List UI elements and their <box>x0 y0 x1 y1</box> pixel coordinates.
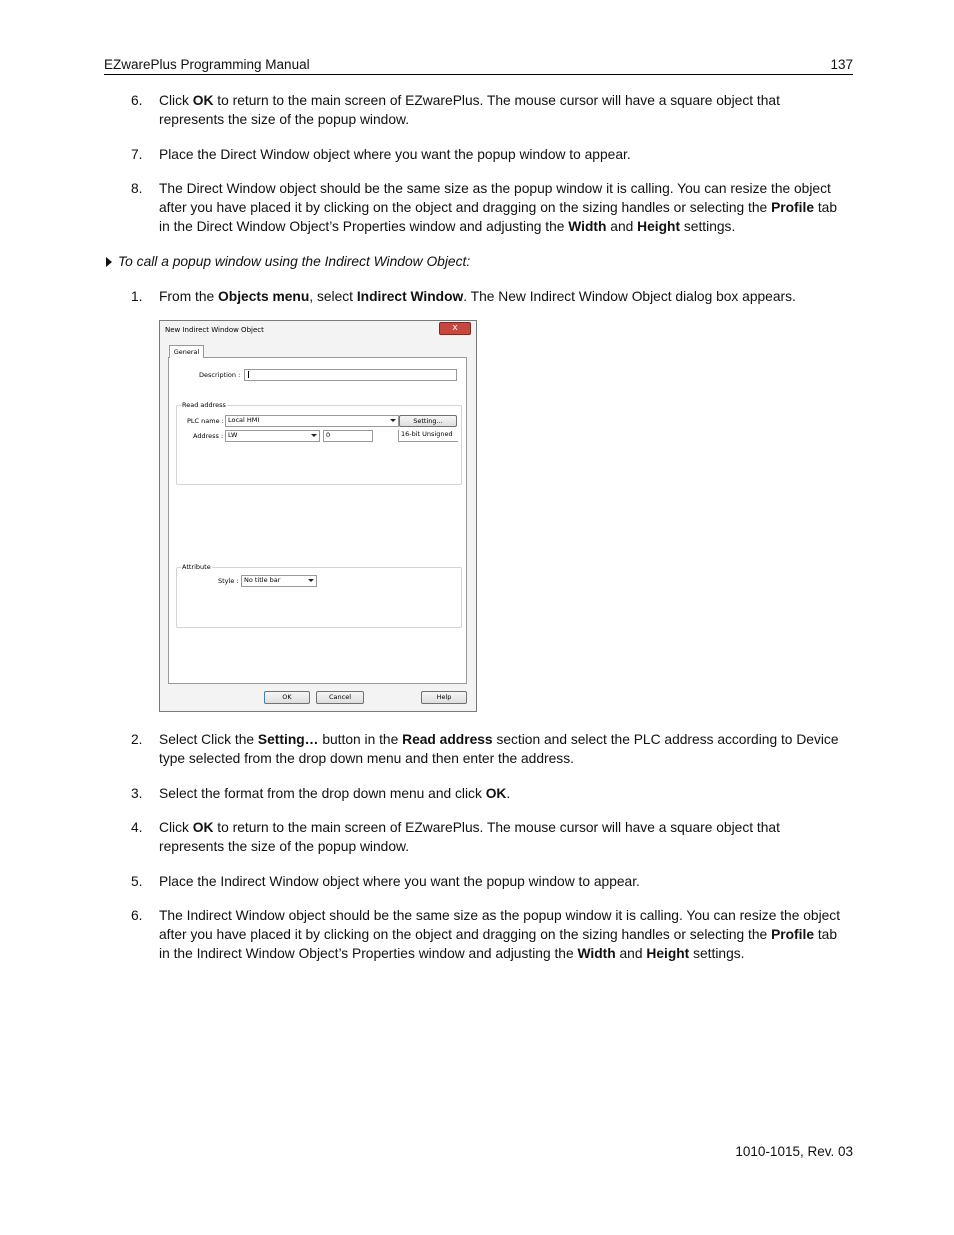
step-bottom-6 <box>131 906 846 963</box>
chevron-down-icon <box>390 419 396 422</box>
attribute-group <box>176 563 462 628</box>
step-text: The Direct Window object should be the same size as the popup window it is calling. You can resize the object after you have placed it by clicking on the object and dragging on the sizing handles or selecting the Profile tab in the Direct Window Object’s Properties window and adjusting the Width and Height settings. <box>159 181 838 234</box>
step-number: 7. <box>131 147 143 162</box>
step-top-8 <box>131 179 846 236</box>
subheading <box>106 252 470 271</box>
format-field[interactable]: 16-bit Unsigned <box>398 430 458 442</box>
step-text: Place the Indirect Window object where you want the popup window to appear. <box>159 874 640 889</box>
step-top-6 <box>131 91 846 129</box>
page-number: 137 <box>830 57 853 72</box>
page-header <box>104 57 853 75</box>
step-number: 3. <box>131 786 143 801</box>
read-address-group <box>176 401 462 485</box>
cancel-button[interactable]: Cancel <box>316 691 364 704</box>
tab-general[interactable]: General <box>169 345 204 358</box>
manual-title: EZwarePlus Programming Manual <box>104 57 310 72</box>
step-bottom-4 <box>131 818 846 856</box>
description-label: Description : <box>199 371 241 379</box>
read-address-label: Read address <box>182 401 226 409</box>
step-number: 1. <box>131 289 143 304</box>
step-top-7 <box>131 145 846 164</box>
step-bottom-3 <box>131 784 846 803</box>
text-cursor <box>248 371 249 378</box>
dialog-titlebar <box>160 321 476 339</box>
new-indirect-window-dialog <box>159 320 477 712</box>
style-label: Style : <box>218 577 239 585</box>
document-revision: 1010-1015, Rev. 03 <box>735 1144 853 1159</box>
attribute-label: Attribute <box>182 563 211 571</box>
step-text: The Indirect Window object should be the same size as the popup window it is calling. You can resize the object after you have placed it by clicking on the object and dragging on the sizing handles or selecting the Profile tab in the Indirect Window Object’s Properties window and adjusting the Width and Height settings. <box>159 908 841 961</box>
dialog-title: New Indirect Window Object <box>165 326 264 334</box>
step-bottom-5 <box>131 872 846 891</box>
address-type-select[interactable]: LW <box>225 430 320 442</box>
setting-button[interactable]: Setting... <box>399 415 457 427</box>
plc-name-select[interactable]: Local HMI <box>225 415 399 427</box>
description-input[interactable] <box>244 369 457 381</box>
plc-name-label: PLC name : <box>187 417 224 425</box>
step-text: Place the Direct Window object where you want the popup window to appear. <box>159 147 631 162</box>
step-text: Click OK to return to the main screen of EZwarePlus. The mouse cursor will have a square object that represents the size of the popup window. <box>159 93 780 127</box>
step-text: Select Click the Setting… button in the Read address section and select the PLC address according to Device type selected from the drop down menu and then enter the address. <box>159 732 839 766</box>
style-select[interactable]: No title bar <box>241 575 317 587</box>
step-number: 6. <box>131 908 143 923</box>
ok-button[interactable]: OK <box>264 691 310 704</box>
step-bottom-2 <box>131 730 846 768</box>
subheading-text: To call a popup window using the Indirect Window Object: <box>118 254 471 269</box>
close-icon[interactable]: x <box>439 322 471 335</box>
step-number: 4. <box>131 820 143 835</box>
step-number: 5. <box>131 874 143 889</box>
step-number: 2. <box>131 732 143 747</box>
step-number: 8. <box>131 181 143 196</box>
general-panel <box>168 357 467 684</box>
step-text: Select the format from the drop down menu and click OK. <box>159 786 511 801</box>
triangle-bullet-icon <box>106 257 112 267</box>
address-label: Address : <box>193 432 224 440</box>
address-value-input[interactable]: 0 <box>323 430 373 442</box>
help-button[interactable]: Help <box>421 691 467 704</box>
chevron-down-icon <box>308 579 314 582</box>
step-number: 6. <box>131 93 143 108</box>
step-text: From the Objects menu, select Indirect Window. The New Indirect Window Object dialog box appears. <box>159 289 796 304</box>
step-text: Click OK to return to the main screen of EZwarePlus. The mouse cursor will have a square object that represents the size of the popup window. <box>159 820 780 854</box>
step-bottom-1 <box>131 287 846 306</box>
chevron-down-icon <box>311 434 317 437</box>
